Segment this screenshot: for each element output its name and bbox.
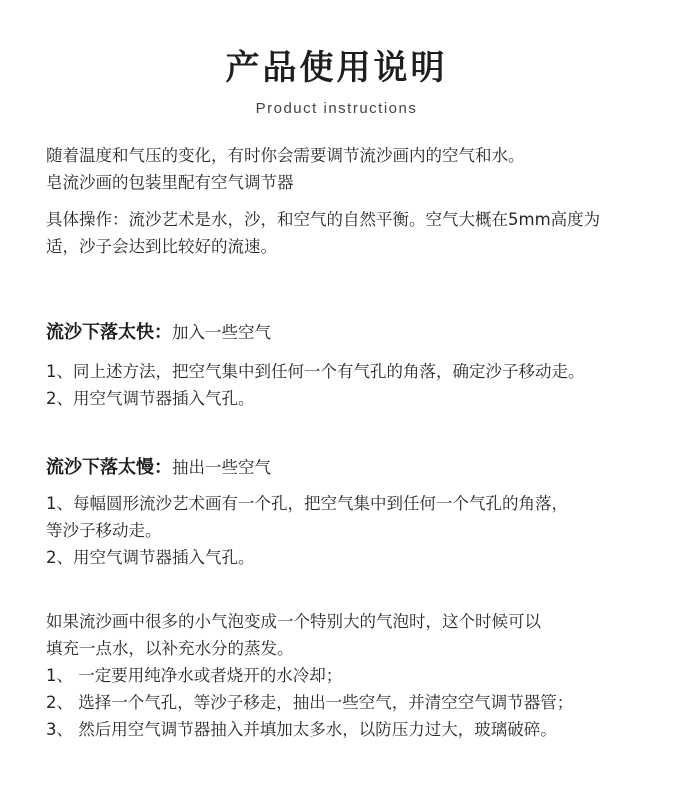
list-item: 2、用空气调节器插入气孔。 <box>46 389 255 408</box>
intro-line: 随着温度和气压的变化，有时你会需要调节流沙画内的空气和水。 <box>46 146 525 165</box>
operation-line: 适，沙子会达到比较好的流速。 <box>46 237 277 256</box>
bubble-section-intro <box>46 608 646 662</box>
list-item: 2、用空气调节器插入气孔。 <box>46 548 255 567</box>
operation-paragraph <box>46 206 646 260</box>
slow-heading-strong: 流沙下落太慢： <box>46 457 172 478</box>
slow-section-heading <box>46 455 646 481</box>
list-item: 等沙子移动走。 <box>46 521 162 540</box>
page-subtitle: Product instructions <box>255 100 418 117</box>
slow-section-list <box>46 490 646 571</box>
fast-section-list <box>46 358 646 412</box>
list-item: 1、同上述方法，把空气集中到任何一个有气孔的角落，确定沙子移动走。 <box>46 362 585 381</box>
list-item: 1、每幅圆形流沙艺术画有一个孔，把空气集中到任何一个气孔的角落， <box>46 494 568 513</box>
operation-line: 具体操作：流沙艺术是水，沙，和空气的自然平衡。空气大概在5mm高度为 <box>46 210 601 229</box>
bubble-intro-line: 填充一点水，以补充水分的蒸发。 <box>46 639 294 658</box>
slow-heading-rest: 抽出一些空气 <box>172 458 271 477</box>
intro-paragraph <box>46 142 646 196</box>
fast-heading-rest: 加入一些空气 <box>172 323 271 342</box>
page-title: 产品使用说明 <box>225 48 448 88</box>
list-item: 3、 然后用空气调节器抽入并填加太多水，以防压力过大，玻璃破碎。 <box>46 720 557 739</box>
bubble-section-steps <box>46 662 646 743</box>
list-item: 2、 选择一个气孔，等沙子移走，抽出一些空气，并清空空气调节器管； <box>46 693 574 712</box>
fast-section-heading <box>46 320 646 346</box>
fast-heading-strong: 流沙下落太快： <box>46 322 172 343</box>
intro-line: 皂流沙画的包装里配有空气调节器 <box>46 173 294 192</box>
bubble-intro-line: 如果流沙画中很多的小气泡变成一个特别大的气泡时，这个时候可以 <box>46 612 541 631</box>
list-item: 1、 一定要用纯净水或者烧开的水冷却； <box>46 666 343 685</box>
